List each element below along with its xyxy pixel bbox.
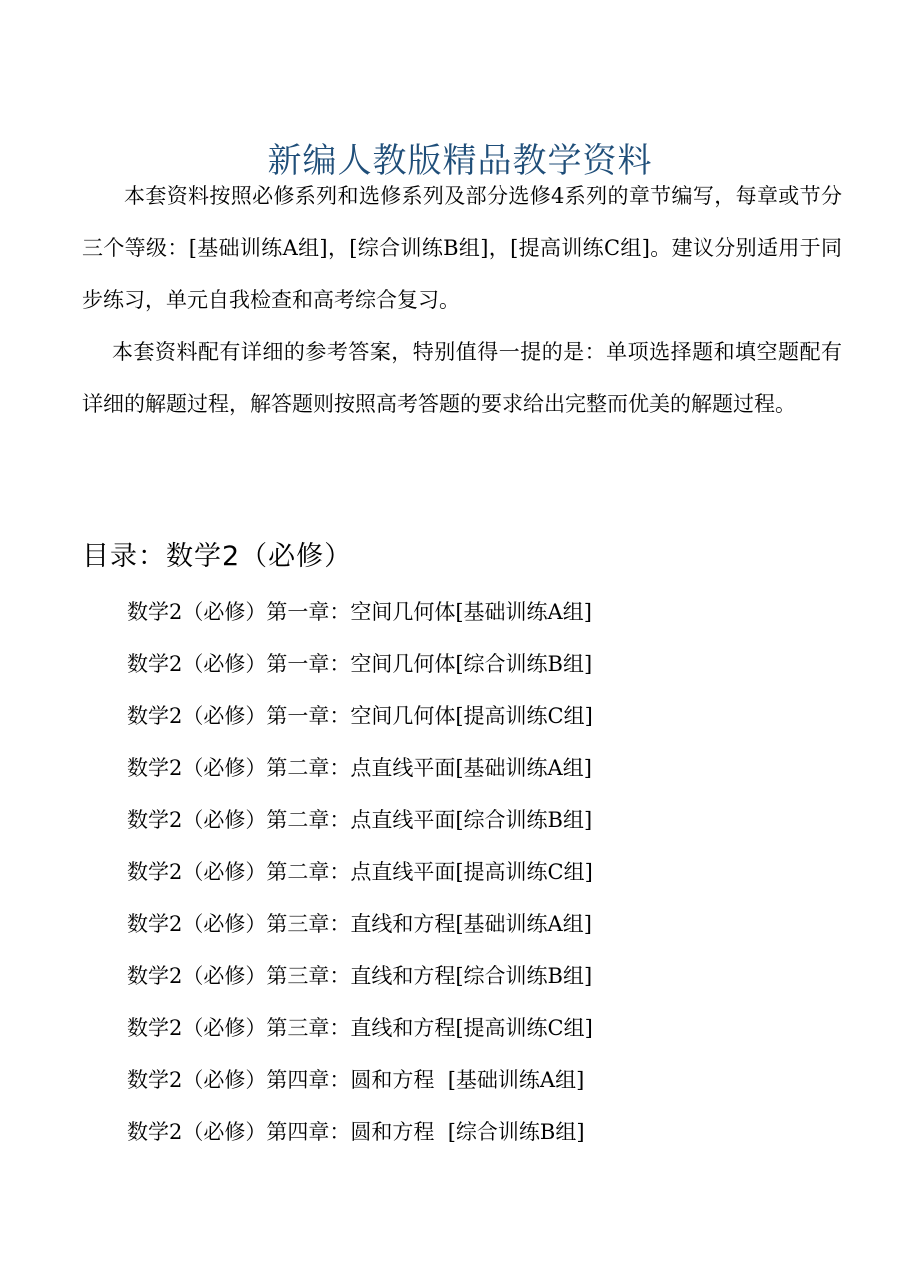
toc-item[interactable]: 数学2（必修）第四章：圆和方程 [基础训练A组] [127,1068,585,1092]
toc-item[interactable]: 数学2（必修）第一章：空间几何体[综合训练B组] [127,652,593,676]
toc-item[interactable]: 数学2（必修）第二章：点直线平面[提高训练C组] [127,860,593,884]
intro-paragraph-2-block [82,326,842,430]
intro-paragraph-1-block [82,170,842,326]
toc-item[interactable]: 数学2（必修）第三章：直线和方程[基础训练A组] [127,912,592,936]
intro-paragraph: 本套资料按照必修系列和选修系列及部分选修4系列的章节编写，每章或节分三个等级：[基础训练A组]，[综合训练B组]，[提高训练C组]。建议分别适用于同步练习，单元自我检查和高考综合复习。 [82,184,842,312]
toc-item[interactable]: 数学2（必修）第四章：圆和方程 [综合训练B组] [127,1120,585,1144]
document-title: 新编人教版精品教学资料 [267,140,653,181]
toc-item[interactable]: 数学2（必修）第一章：空间几何体[基础训练A组] [127,600,592,624]
toc-item[interactable]: 数学2（必修）第三章：直线和方程[综合训练B组] [127,964,593,988]
toc-heading: 目录：数学2（必修） [82,541,353,572]
toc-item[interactable]: 数学2（必修）第一章：空间几何体[提高训练C组] [127,704,593,728]
table-of-contents [127,586,593,1158]
toc-item[interactable]: 数学2（必修）第三章：直线和方程[提高训练C组] [127,1016,593,1040]
toc-item[interactable]: 数学2（必修）第二章：点直线平面[综合训练B组] [127,808,593,832]
intro-paragraph: 本套资料配有详细的参考答案，特别值得一提的是：单项选择题和填空题配有详细的解题过程，解答题则按照高考答题的要求给出完整而优美的解题过程。 [82,340,842,416]
toc-item[interactable]: 数学2（必修）第二章：点直线平面[基础训练A组] [127,756,592,780]
